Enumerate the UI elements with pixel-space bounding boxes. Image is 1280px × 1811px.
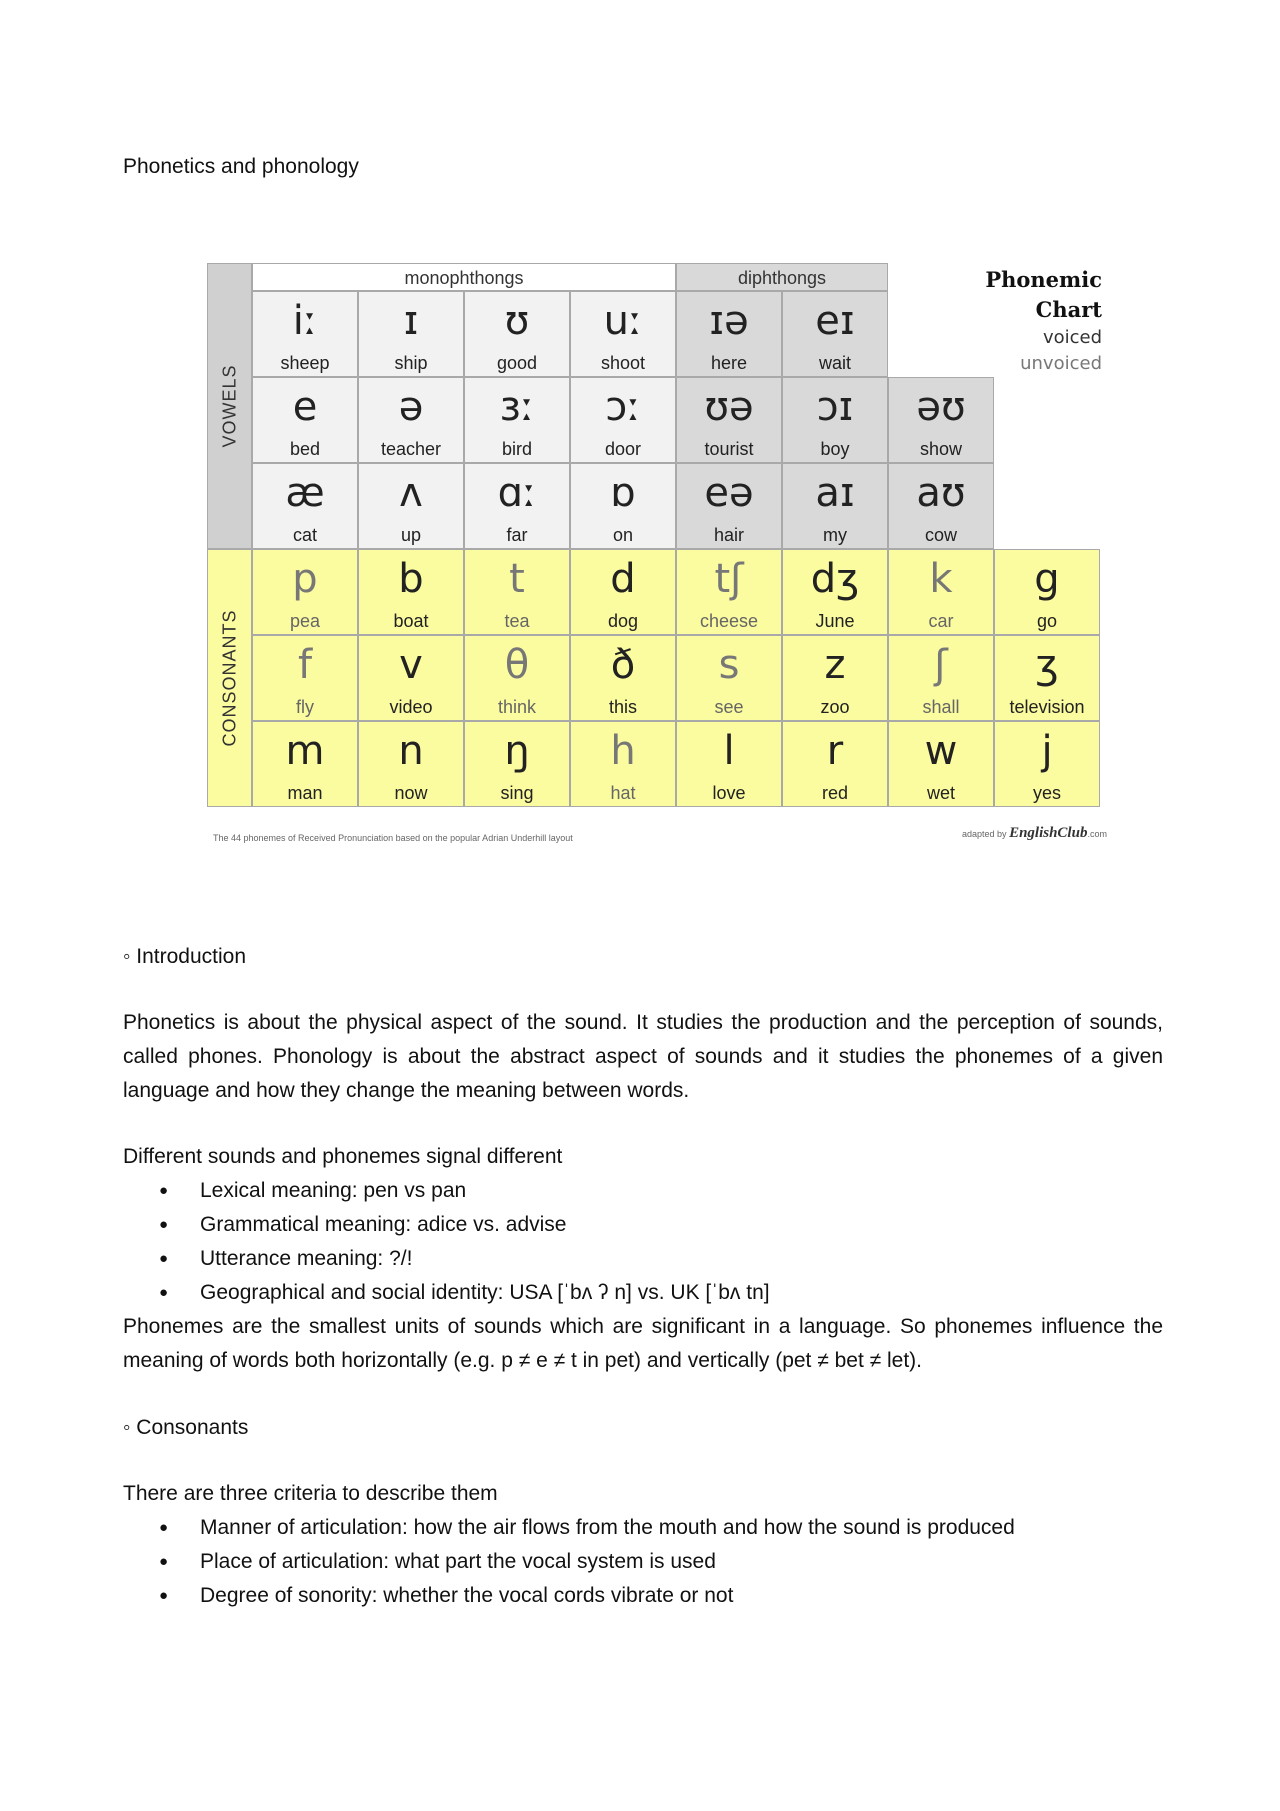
phoneme-symbol: ɪ <box>403 298 419 344</box>
intro-paragraph: Phonetics is about the physical aspect of the sound. It studies the production and the perception of sounds, called phones. Phonology is about the abstract aspect of sounds and it studies the phonemes of a given language and how they change the meaning between words. <box>123 1011 1163 1102</box>
criteria-section <box>123 1477 1163 1613</box>
example-word: my <box>823 525 847 545</box>
chart-caption: The 44 phonemes of Received Pronunciation based on the popular Adrian Underhill layout <box>213 833 573 843</box>
monophthongs-header: monophthongs <box>252 263 676 291</box>
list-item: ● Lexical meaning: pen vs pan <box>123 1174 1163 1208</box>
phoneme-cell <box>570 463 676 549</box>
phoneme-cell <box>782 377 888 463</box>
example-word: sheep <box>280 353 330 373</box>
phoneme-cell <box>676 291 782 377</box>
phoneme-cell <box>782 291 888 377</box>
phoneme-cell <box>252 377 358 463</box>
phoneme-cell <box>676 721 782 807</box>
example-word: now <box>394 783 428 803</box>
phoneme-symbol: p <box>292 556 318 602</box>
phoneme-symbol: s <box>718 642 740 688</box>
phoneme-symbol: tʃ <box>714 556 744 602</box>
phoneme-symbol: ɜː <box>499 384 535 430</box>
credit-suffix: .com <box>1087 829 1107 839</box>
example-word: June <box>815 611 855 631</box>
example-word: good <box>496 353 538 373</box>
phoneme-symbol: aʊ <box>916 470 966 516</box>
chart-credit <box>962 825 1107 842</box>
phoneme-symbol: ʒ <box>1035 642 1059 688</box>
phoneme-symbol: k <box>929 556 953 602</box>
example-word: see <box>714 697 744 717</box>
phoneme-symbol: ə <box>398 384 424 430</box>
phoneme-symbol: h <box>610 728 636 774</box>
example-word: teacher <box>380 439 442 459</box>
phoneme-symbol: b <box>398 556 424 602</box>
example-word: man <box>287 783 323 803</box>
example-word: here <box>710 353 748 373</box>
phoneme-cell <box>888 721 994 807</box>
phoneme-symbol: z <box>824 642 846 688</box>
example-word: shoot <box>600 353 646 373</box>
example-word: hat <box>610 783 636 803</box>
credit-brand: EnglishClub <box>1009 825 1088 841</box>
example-word: go <box>1036 611 1058 631</box>
phoneme-cell <box>464 721 570 807</box>
phoneme-symbol: v <box>399 642 423 688</box>
example-word: shall <box>922 697 960 717</box>
example-word: up <box>400 525 422 545</box>
phoneme-cell <box>358 377 464 463</box>
example-word: love <box>712 783 746 803</box>
phoneme-cell <box>570 721 676 807</box>
phoneme-cell <box>358 549 464 635</box>
example-word: boy <box>820 439 850 459</box>
diphthongs-header: diphthongs <box>676 263 888 291</box>
phoneme-symbol: dʒ <box>810 556 860 602</box>
phoneme-cell <box>676 549 782 635</box>
phoneme-cell <box>888 463 994 549</box>
phoneme-symbol: ɒ <box>610 470 636 516</box>
example-word: zoo <box>820 697 850 717</box>
example-word: sing <box>500 783 534 803</box>
consonants-side-label <box>207 549 252 807</box>
example-word: ship <box>394 353 428 373</box>
phoneme-cell <box>252 291 358 377</box>
phoneme-symbol: ʊə <box>704 384 754 430</box>
phoneme-symbol: ɔː <box>605 384 641 430</box>
phoneme-cell <box>358 291 464 377</box>
example-word: tea <box>504 611 530 631</box>
phoneme-paragraph: Phonemes are the smallest units of sounds which are significant in a language. So phonemes influence the meaning of words both horizontally (e.g. p ≠ e ≠ t in pet) and vertically (pet ≠ bet ≠ let). <box>123 1315 1163 1372</box>
example-word: door <box>604 439 642 459</box>
phoneme-cell <box>782 463 888 549</box>
phoneme-symbol: d <box>610 556 636 602</box>
example-word: on <box>612 525 634 545</box>
consonants-heading: ◦ Consonants <box>123 1416 249 1439</box>
example-word: pea <box>289 611 321 631</box>
phoneme-symbol: ʊ <box>504 298 530 344</box>
phoneme-cell <box>464 635 570 721</box>
phoneme-symbol: uː <box>603 298 643 344</box>
phoneme-symbol: m <box>285 728 325 774</box>
criteria-lead: There are three criteria to describe them <box>123 1482 498 1505</box>
example-word: red <box>821 783 848 803</box>
phoneme-cell <box>782 721 888 807</box>
phoneme-symbol: ɔɪ <box>816 384 854 430</box>
phoneme-symbol: n <box>398 728 424 774</box>
consonants-label: CONSONANTS <box>219 609 239 747</box>
list-item: ● Degree of sonority: whether the vocal cords vibrate or not <box>123 1579 1163 1613</box>
phoneme-cell <box>994 635 1100 721</box>
signal-lead: Different sounds and phonemes signal different <box>123 1145 563 1168</box>
phoneme-cell <box>358 721 464 807</box>
criteria-list <box>123 1511 1163 1613</box>
example-word: bird <box>501 439 532 459</box>
phoneme-symbol: t <box>509 556 525 602</box>
phoneme-cell <box>464 377 570 463</box>
phoneme-symbol: l <box>723 728 735 774</box>
phoneme-symbol: ð <box>610 642 636 688</box>
phoneme-symbol: ɑː <box>497 470 537 516</box>
list-item: ● Place of articulation: what part the vocal system is used <box>123 1545 1163 1579</box>
example-word: this <box>608 697 637 717</box>
credit-prefix: adapted by <box>962 829 1007 839</box>
phoneme-symbol: əʊ <box>916 384 966 430</box>
phoneme-cell <box>252 463 358 549</box>
phoneme-cell <box>994 721 1100 807</box>
page-title: Phonetics and phonology <box>123 155 359 178</box>
vowels-label: VOWELS <box>219 364 239 448</box>
phoneme-cell <box>676 635 782 721</box>
example-word: television <box>1009 697 1085 717</box>
phoneme-cell <box>358 463 464 549</box>
legend-title-1: Phonemic <box>985 267 1102 292</box>
phonemic-chart <box>207 263 1107 863</box>
intro-heading: ◦ Introduction <box>123 945 247 968</box>
phoneme-cell <box>252 721 358 807</box>
phoneme-cell <box>252 549 358 635</box>
vowels-side-label <box>207 263 252 549</box>
example-word: cat <box>292 525 317 545</box>
phoneme-symbol: w <box>924 728 958 774</box>
phoneme-symbol: f <box>297 642 313 688</box>
signal-section <box>123 1140 1163 1378</box>
list-item: ● Manner of articulation: how the air flows from the mouth and how the sound is produced <box>123 1511 1163 1545</box>
phoneme-cell <box>570 291 676 377</box>
list-item: ● Grammatical meaning: adice vs. advise <box>123 1208 1163 1242</box>
list-item: ● Geographical and social identity: USA [ˈbʌ ʔ n] vs. UK [ˈbʌ tn] <box>123 1276 1163 1310</box>
example-word: hair <box>713 525 744 545</box>
example-word: yes <box>1032 783 1061 803</box>
legend-title-2: Chart <box>1035 297 1102 322</box>
example-word: dog <box>607 611 639 631</box>
example-word: tourist <box>704 439 754 459</box>
phoneme-symbol: eə <box>704 470 754 516</box>
example-word: cow <box>924 525 957 545</box>
phoneme-cell <box>888 549 994 635</box>
phoneme-cell <box>782 635 888 721</box>
phoneme-cell <box>464 549 570 635</box>
phoneme-symbol: ʃ <box>934 642 948 688</box>
example-word: car <box>928 611 954 631</box>
example-word: cheese <box>699 611 759 631</box>
phoneme-cell <box>782 549 888 635</box>
phoneme-cell <box>994 549 1100 635</box>
phoneme-symbol: æ <box>285 470 325 516</box>
phoneme-cell <box>252 635 358 721</box>
phoneme-cell <box>570 549 676 635</box>
phoneme-cell <box>464 463 570 549</box>
phoneme-symbol: g <box>1034 556 1060 602</box>
phoneme-cell <box>464 291 570 377</box>
phoneme-symbol: r <box>826 728 844 774</box>
phoneme-symbol: ʌ <box>399 470 423 516</box>
phoneme-cell <box>570 377 676 463</box>
example-word: wait <box>818 353 851 373</box>
example-word: think <box>497 697 537 717</box>
phoneme-symbol: ŋ <box>504 728 530 774</box>
example-word: boat <box>393 611 429 631</box>
phoneme-symbol: j <box>1041 728 1053 774</box>
phoneme-symbol: e <box>292 384 318 430</box>
phoneme-symbol: ɪə <box>709 298 749 344</box>
phoneme-symbol: eɪ <box>815 298 855 344</box>
chart-legend <box>967 265 1102 377</box>
example-word: fly <box>296 697 314 717</box>
phoneme-cell <box>676 377 782 463</box>
phoneme-symbol: θ <box>504 642 530 688</box>
phoneme-cell <box>888 635 994 721</box>
legend-unvoiced: unvoiced <box>1020 353 1102 374</box>
phoneme-symbol: aɪ <box>815 470 855 516</box>
example-word: wet <box>926 783 955 803</box>
example-word: video <box>389 697 433 717</box>
example-word: far <box>506 525 528 545</box>
signal-list <box>123 1174 1163 1310</box>
phoneme-cell <box>888 377 994 463</box>
phoneme-cell <box>358 635 464 721</box>
list-item: ● Utterance meaning: ?/! <box>123 1242 1163 1276</box>
example-word: show <box>919 439 963 459</box>
phoneme-cell <box>676 463 782 549</box>
legend-voiced: voiced <box>1042 327 1102 348</box>
example-word: bed <box>289 439 321 459</box>
phoneme-cell <box>570 635 676 721</box>
phoneme-symbol: iː <box>292 298 318 344</box>
